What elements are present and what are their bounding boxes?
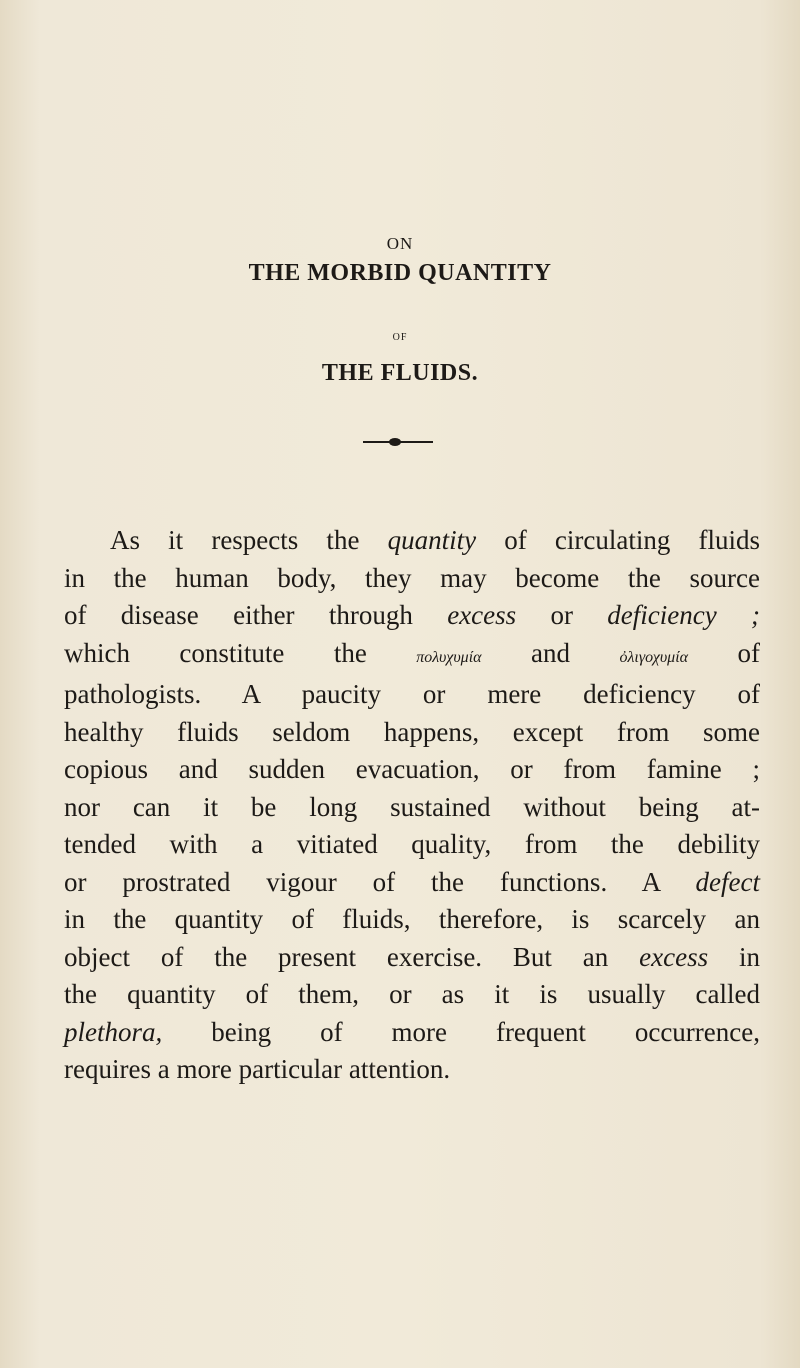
heading-of: OF bbox=[392, 332, 408, 343]
emphasis-quantity: quantity bbox=[387, 525, 477, 555]
emphasis-defect: defect bbox=[695, 866, 760, 897]
text-span: of circulating fluids bbox=[476, 525, 760, 555]
text-span: in bbox=[708, 941, 760, 972]
text-line bbox=[64, 522, 760, 560]
text-span: of disease either through bbox=[64, 600, 448, 630]
text-line bbox=[64, 1014, 760, 1052]
text-line: in the human body, they may become the source bbox=[64, 562, 760, 593]
text-line: pathologists. A paucity or mere deficiency of bbox=[64, 679, 760, 709]
text-line: healthy fluids seldom happens, except from some bbox=[64, 716, 760, 747]
text-span: and bbox=[481, 637, 620, 668]
emphasis-excess: excess bbox=[447, 600, 517, 630]
greek-term-oligochymia: ὀλιγοχυμία bbox=[619, 648, 689, 666]
text-span: or prostrated vigour of the functions. A bbox=[64, 866, 696, 897]
text-line: the quantity of them, or as it is usually called bbox=[64, 979, 760, 1009]
text-line: nor can it be long sustained without being at- bbox=[64, 791, 760, 822]
text-line bbox=[64, 939, 760, 977]
text-line bbox=[64, 597, 760, 635]
text-span: object of the present exercise. But an bbox=[64, 941, 640, 972]
text-line bbox=[64, 635, 760, 677]
text-line bbox=[64, 864, 760, 902]
title-line-2: THE FLUIDS. bbox=[321, 360, 479, 386]
heading-on: ON bbox=[386, 234, 414, 253]
emphasis-excess: excess bbox=[639, 941, 709, 972]
title-line-1: THE MORBID QUANTITY bbox=[248, 260, 552, 286]
text-span: which constitute the bbox=[64, 637, 417, 668]
text-line: copious and sudden evacuation, or from famine ; bbox=[64, 754, 760, 784]
text-span: or bbox=[516, 600, 608, 630]
body-paragraph bbox=[64, 522, 760, 1089]
text-line: requires a more particular attention. bbox=[64, 1054, 451, 1084]
text-line: tended with a vitiated quality, from the debility bbox=[64, 829, 760, 859]
text-span: of bbox=[688, 637, 760, 668]
ornamental-rule bbox=[363, 436, 433, 448]
text-line: in the quantity of fluids, therefore, is scarcely an bbox=[64, 904, 760, 934]
emphasis-deficiency: deficiency ; bbox=[607, 600, 760, 630]
text-span: being of more frequent occurrence, bbox=[162, 1016, 760, 1047]
greek-term-polychymia: πολυχυμία bbox=[416, 648, 482, 666]
emphasis-plethora: plethora, bbox=[64, 1016, 163, 1047]
text-span: As it respects the bbox=[110, 525, 388, 555]
